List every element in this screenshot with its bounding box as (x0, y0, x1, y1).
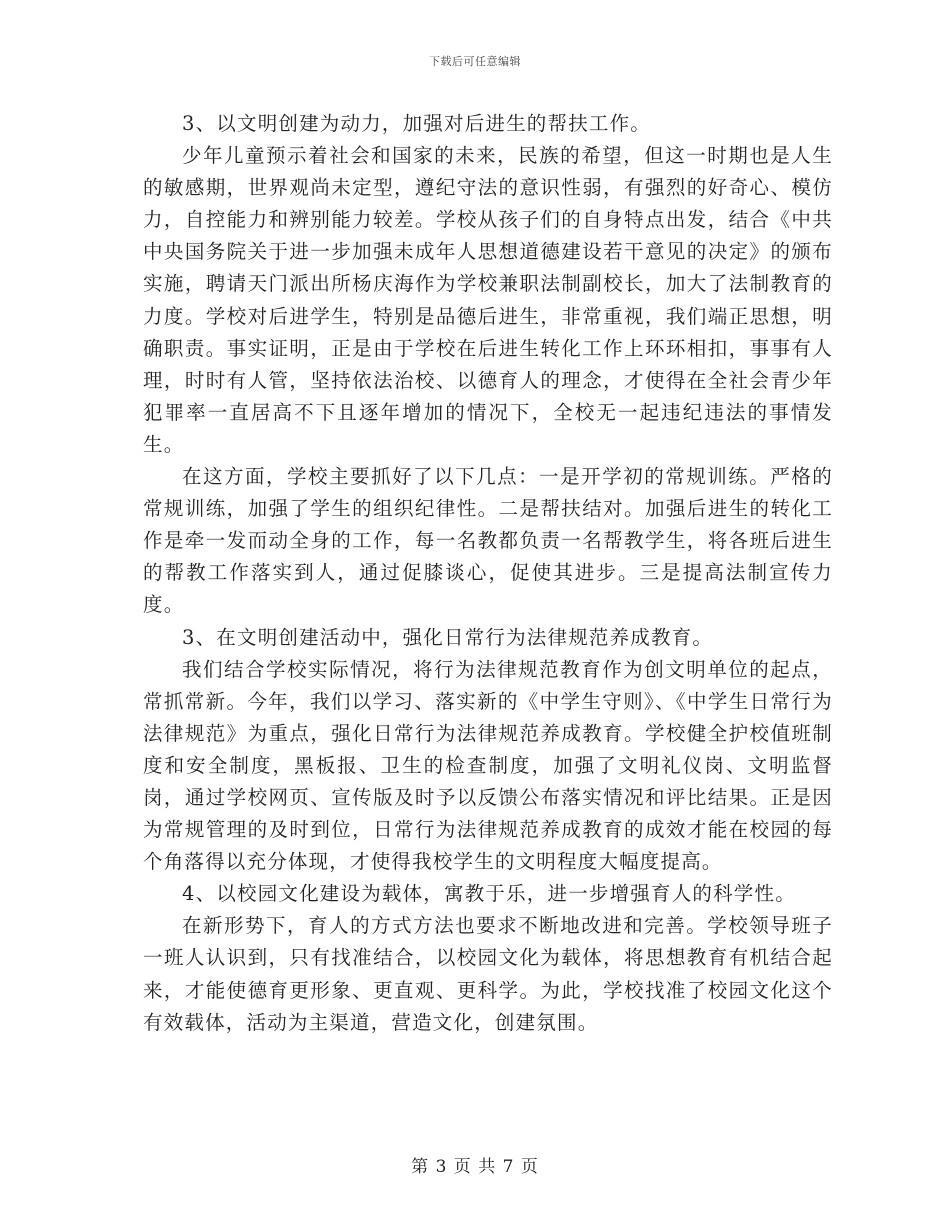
document-body (143, 108, 833, 1039)
section-heading-4: 4、以校园文化建设为载体，寓教于乐，进一步增强育人的科学性。 (182, 882, 796, 906)
paragraph-youth: 少年儿童预示着社会和国家的未来，民族的希望，但这一时期也是人生的敏感期，世界观尚未定型，遵纪守法的意识性弱，有强烈的好奇心、模仿力，自控能力和辨别能力较差。学校从孩子们的自身特点出发，结合《中共中央国务院关于进一步加强未成年人思想道德建设若干意见的决定》的颁布实施，聘请天门派出所杨庆海作为学校兼职法制副校长，加大了法制教育的力度。学校对后进学生，特别是品德后进生，非常重视，我们端正思想，明确职责。事实证明，正是由于学校在后进生转化工作上环环相扣，事事有人理，时时有人管，坚持依法治校、以德育人的理念，才使得在全社会青少年犯罪率一直居高不下且逐年增加的情况下，全校无一起违纪违法的事情发生。 (143, 144, 833, 456)
paragraph-campus-culture: 在新形势下，育人的方式方法也要求不断地改进和完善。学校领导班子一班人认识到，只有找准结合，以校园文化为载体，将思想教育有机结合起来，才能使德育更形象、更直观、更科学。为此，学校找准了校园文化这个有效载体，活动为主渠道，营造文化，创建氛围。 (143, 914, 833, 1034)
section-heading-3a: 3、以文明创建为动力，加强对后进生的帮扶工作。 (182, 112, 652, 135)
page-number-footer: 第 3 页 共 7 页 (411, 1157, 539, 1177)
page-header-note: 下载后可任意编辑 (429, 55, 521, 68)
section-heading-3b: 3、在文明创建活动中，强化日常行为法律规范养成教育。 (182, 625, 714, 649)
paragraph-norms: 我们结合学校实际情况，将行为法律规范教育作为创文明单位的起点，常抓常新。今年，我们以学习、落实新的《中学生守则》、《中学生日常行为法律规范》为重点，强化日常行为法律规范养成教育。学校健全护校值班制度和安全制度，黑板报、卫生的检查制度，加强了文明礼仪岗、文明监督岗，通过学校网页、宣传版及时予以反馈公布落实情况和评比结果。正是因为常规管理的及时到位，日常行为法律规范养成教育的成效才能在校园的每个角落得以充分体现，才使得我校学生的文明程度大幅度提高。 (143, 657, 833, 874)
paragraph-measures: 在这方面，学校主要抓好了以下几点：一是开学初的常规训练。严格的常规训练，加强了学生的组织纪律性。二是帮扶结对。加强后进生的转化工作是牵一发而动全身的工作，每一名教都负责一名帮教学生，将各班后进生的帮教工作落实到人，通过促膝谈心，促使其进步。三是提高法制宣传力度。 (143, 465, 833, 617)
